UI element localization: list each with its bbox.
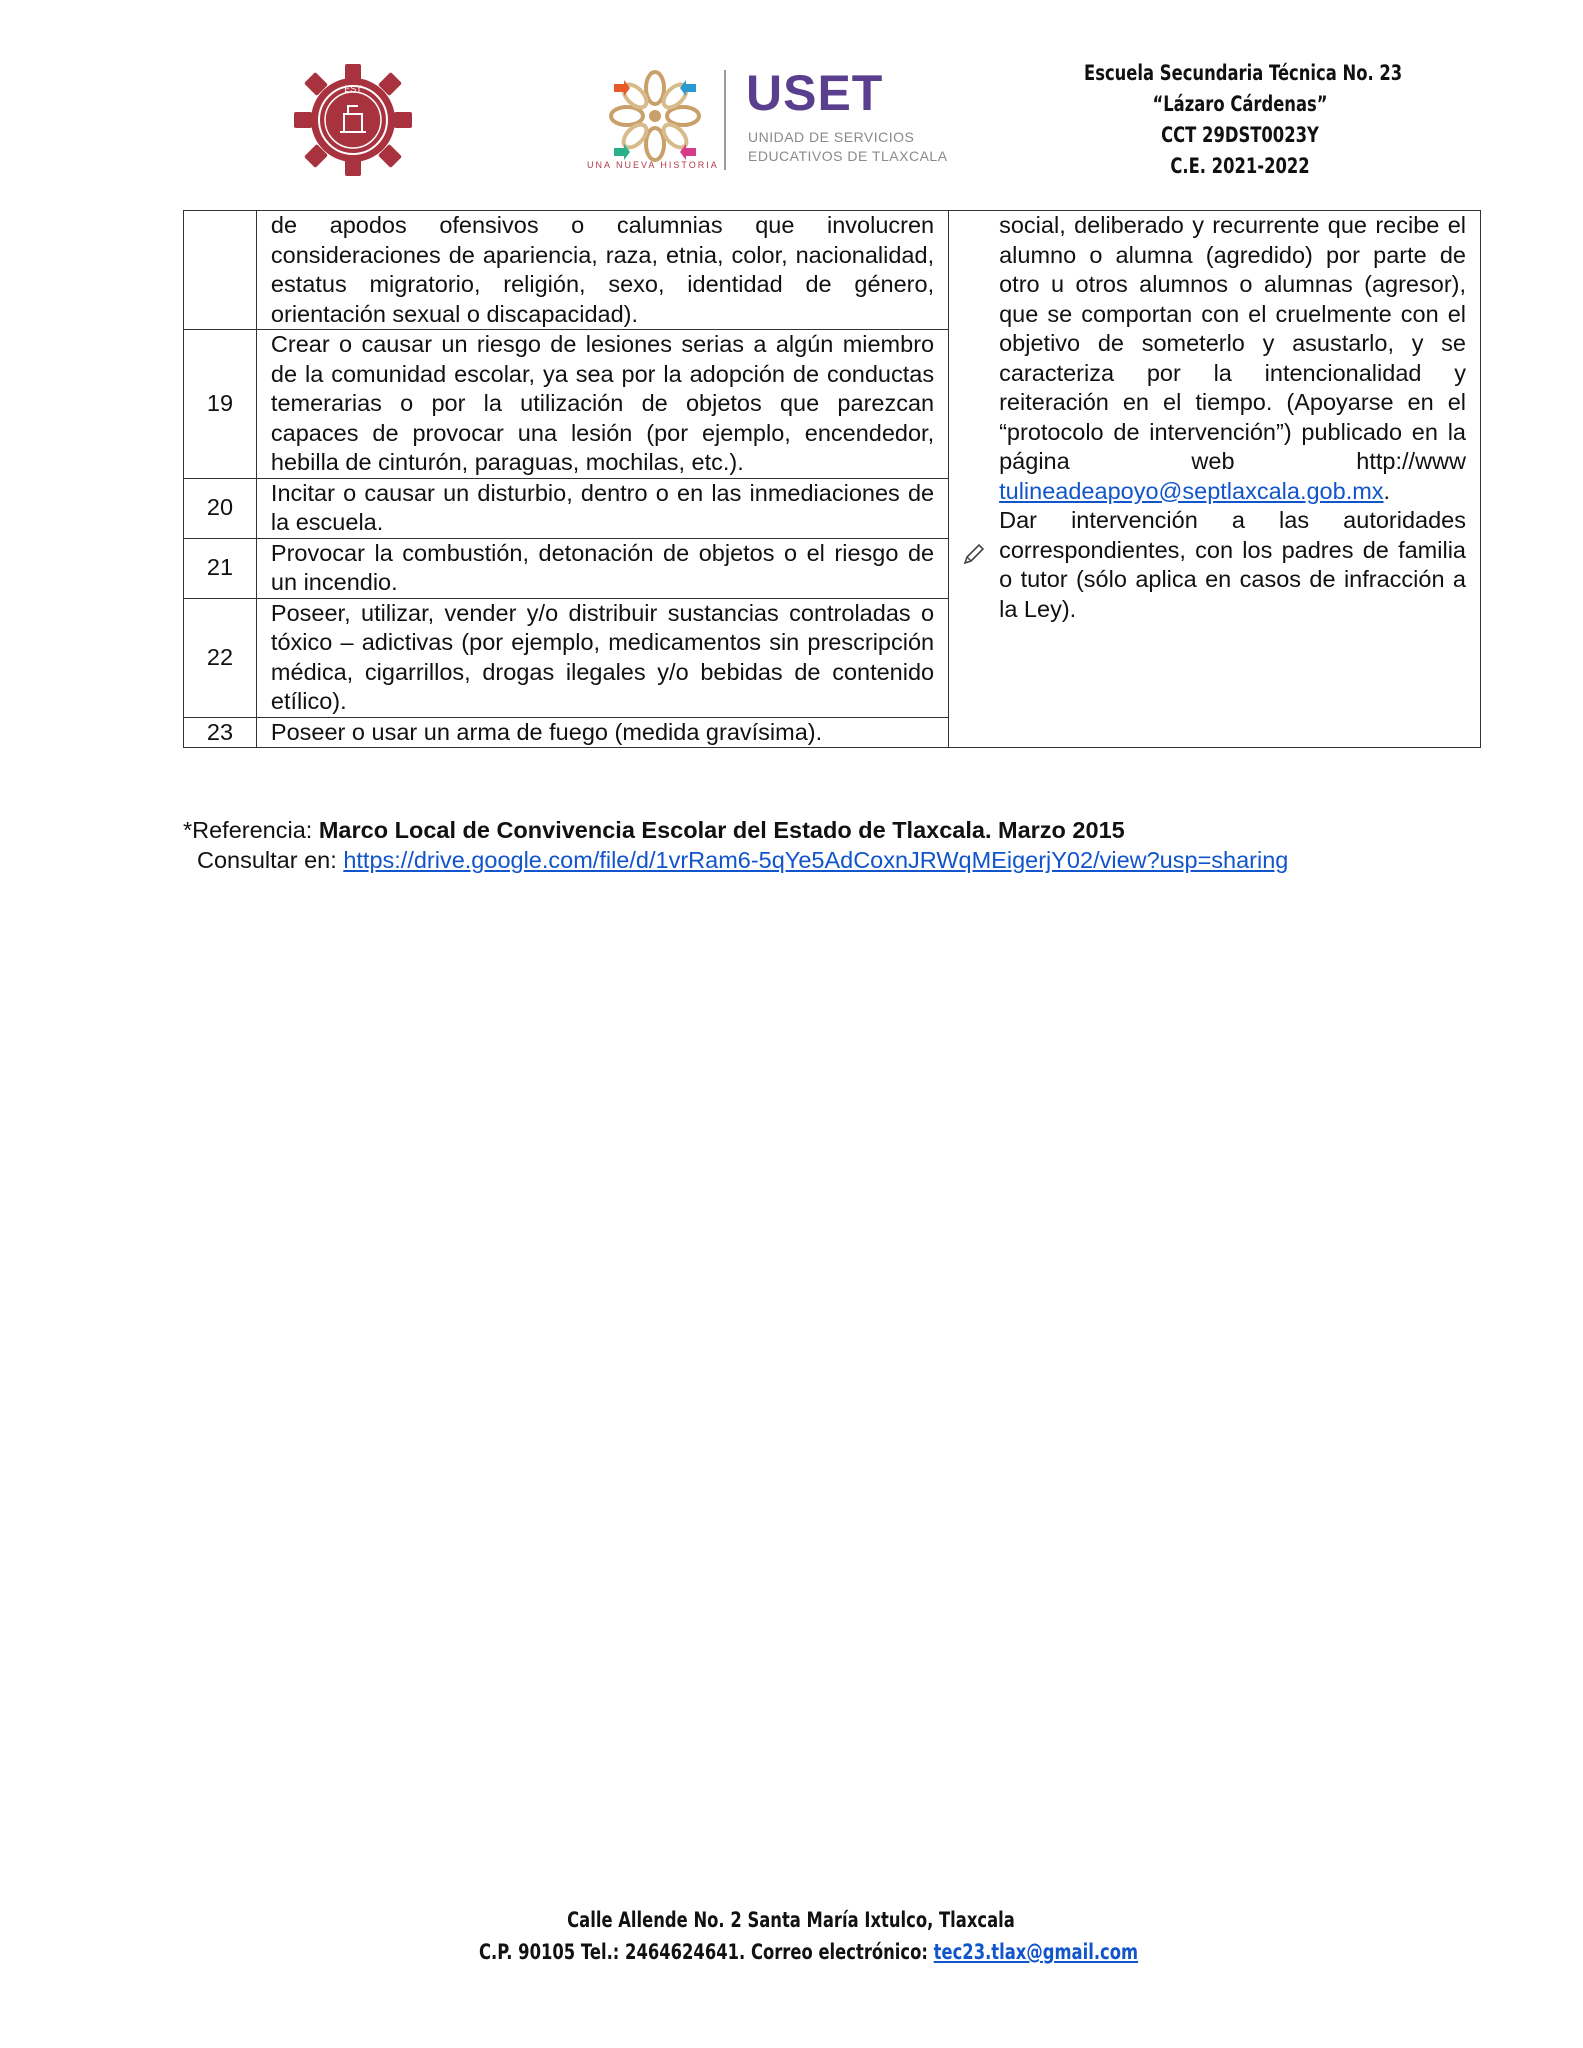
row-text: Provocar la combustión, detonación de objetos o el riesgo de un incendio. <box>270 539 935 595</box>
reference-url-link[interactable]: https://drive.google.com/file/d/1vrRam6-5qYe5AdCoxnJRWqMEigerjY02/view?usp=sharing <box>343 847 1289 873</box>
footer-contact-prefix: C.P. 90105 Tel.: 2464624641. Correo electrónico: <box>479 1940 934 1964</box>
support-email-link[interactable]: tulineadeapoyo@septlaxcala.gob.mx <box>999 477 1384 504</box>
row-description <box>256 538 948 598</box>
table-row <box>184 211 1481 330</box>
row-text: Crear o causar un riesgo de lesiones serias a algún miembro de la comunidad escolar, ya sea por la adopción de conductas temerarias o por la utilización de objetos que parezcan capaces de provocar una lesión (por ejemplo, encendedor, hebilla de cinturón, paraguas, mochilas, etc.). <box>270 331 935 475</box>
uset-name: USET <box>746 65 884 121</box>
footer-address: Calle Allende No. 2 Santa María Ixtulco, Tlaxcala <box>567 1908 1015 1932</box>
logo-divider <box>724 70 726 170</box>
reference-title: Marco Local de Convivencia Escolar del Estado de Tlaxcala. Marzo 2015 <box>318 817 1125 843</box>
school-name: Escuela Secundaria Técnica No. 23 <box>1084 61 1403 85</box>
action-text-1: social, deliberado y recurrente que recibe el alumno o alumna (agredido) por parte de otro u otros alumnos o alumnas (agresor), que se comportan con el cruelmente con el objetivo de someterlo y asustarlo, y se caracteriza por la intencionalidad y reiteración en el tiempo. (Apoyarse en el “protocolo de intervención”) publicado en la página web http://www <box>999 212 1466 474</box>
row-description <box>256 330 948 479</box>
uset-flower-logo <box>600 66 710 166</box>
row-text: Incitar o causar un disturbio, dentro o en las inmediaciones de la escuela. <box>270 479 935 535</box>
uset-tagline: UNA NUEVA HISTORIA <box>587 160 719 170</box>
row-number: 21 <box>184 538 257 598</box>
row-text: Poseer, utilizar, vender y/o distribuir sustancias controladas o tóxico – adictivas (por ejemplo, medicamentos sin prescripción médica, cigarrillos, drogas ilegales y/o bebidas de contenido etílico). <box>270 599 935 714</box>
row-description <box>256 478 948 538</box>
consult-line <box>197 846 1288 876</box>
row-number <box>184 211 257 330</box>
row-text: Poseer o usar un arma de fuego (medida gravísima). <box>270 718 823 745</box>
school-gear-logo <box>288 60 418 180</box>
footer-contact <box>479 1936 1139 1968</box>
school-cct: CCT 29DST0023Y <box>1161 123 1319 147</box>
row-number: 23 <box>184 717 257 748</box>
row-number: 20 <box>184 478 257 538</box>
footer <box>479 1904 1139 1968</box>
email-suffix: . <box>1383 477 1391 504</box>
gear-logo-text: EST <box>344 84 362 94</box>
row-number: 22 <box>184 598 257 717</box>
consult-label: Consultar en: <box>197 847 344 873</box>
infractions-table <box>183 210 1481 748</box>
row-text: de apodos ofensivos o calumnias que involucren consideraciones de apariencia, raza, etnia, color, nacionalidad, estatus migratorio, religión, sexo, identidad de género, orientación sexual o discapacidad). <box>270 212 935 327</box>
school-honoree: “Lázaro Cárdenas” <box>1152 92 1328 116</box>
reference-label: *Referencia: <box>183 817 319 843</box>
uset-subtitle-line1: UNIDAD DE SERVICIOS <box>748 129 915 145</box>
uset-subtitle-line2: EDUCATIVOS DE TLAXCALA <box>748 148 948 164</box>
row-description <box>256 598 948 717</box>
row-number: 19 <box>184 330 257 479</box>
footer-email-link[interactable]: tec23.tlax@gmail.com <box>933 1940 1139 1964</box>
uset-subtitle <box>748 128 948 166</box>
school-info <box>1084 58 1403 182</box>
action-cell <box>949 211 1481 748</box>
row-description <box>256 211 948 330</box>
school-cycle: C.E. 2021-2022 <box>1170 154 1310 178</box>
reference-line <box>183 816 1125 846</box>
action-paragraph-2: Dar intervención a las autoridades correspondientes, con los padres de familia o tutor (sólo aplica en casos de infracción a la Ley). <box>999 507 1466 622</box>
action-paragraph-1 <box>999 211 1466 506</box>
pencil-bullet-icon <box>961 541 987 567</box>
row-description <box>256 717 948 748</box>
